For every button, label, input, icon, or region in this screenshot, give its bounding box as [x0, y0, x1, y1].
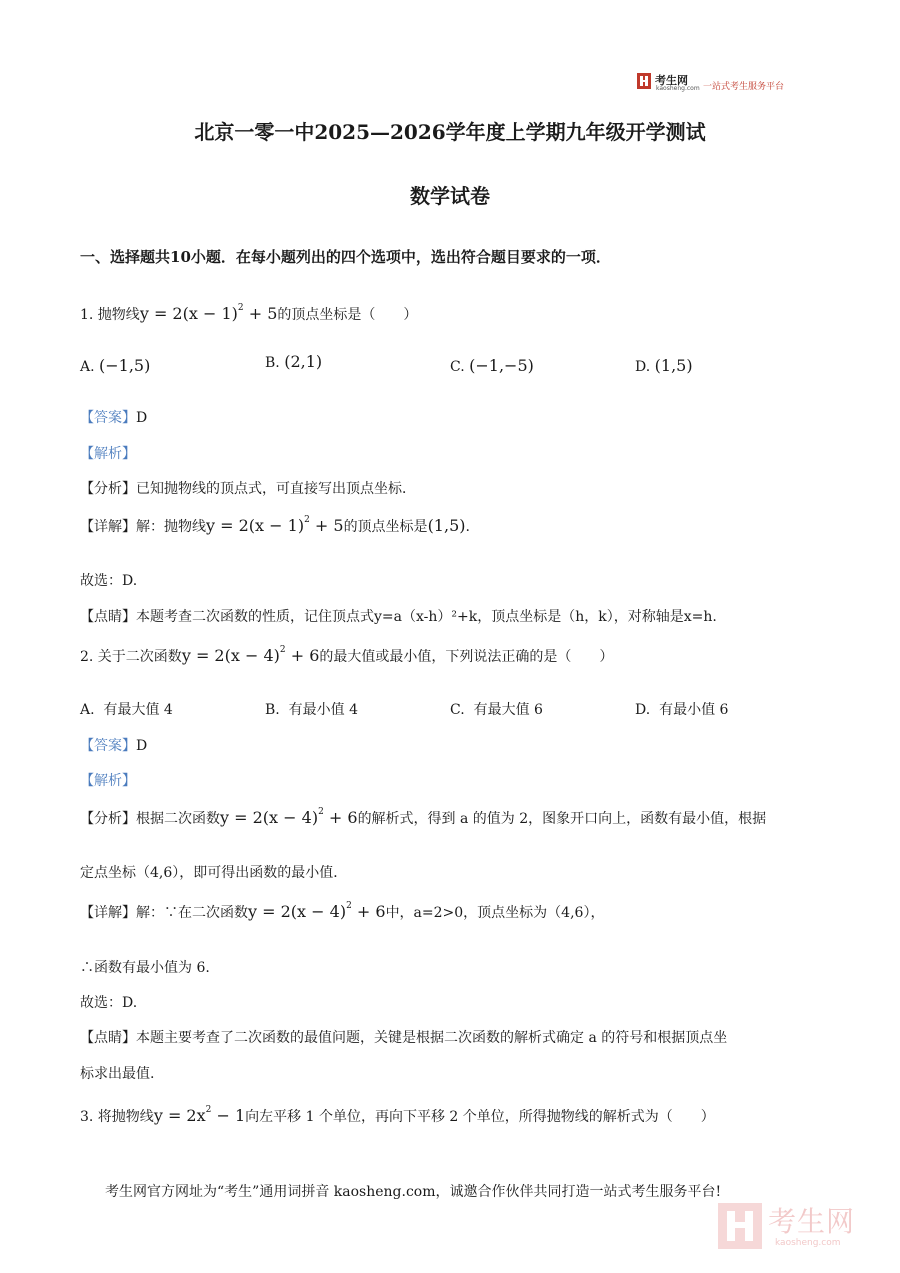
q2-comment-line1: 【点睛】本题主要考查了二次函数的最值问题，关键是根据二次函数的解析式确定 a 的符号和根据顶点坐 [80, 1030, 728, 1046]
q1-comment: 【点睛】本题考查二次函数的性质，记住顶点式y=a（x-h）²+k，顶点坐标是（h，k），对称轴是x=h. [80, 609, 717, 625]
q1-analysis: 【分析】已知抛物线的顶点式，可直接写出顶点坐标． [80, 481, 416, 497]
page-title: 北京一零一中2025—2026学年度上学期九年级开学测试 [194, 120, 706, 144]
q2-option-b: B. 有最小值 4 [265, 702, 359, 718]
q2-analysis: 【分析】根据二次函数$y = 2(x - 4)^2 + 6$的解析式，得到 a 的值为 2，图象开口向上，函数有最小值，根据 [80, 807, 767, 827]
q2-analysis-tag: 【解析】 [80, 773, 136, 789]
watermark-text: 考生网 [768, 1205, 856, 1238]
q1-option-c: C. (−1,−5) [450, 356, 534, 375]
logo-brand: 考生网 [655, 74, 688, 87]
q1-suffix: 的顶点坐标是（ ） [277, 307, 418, 323]
logo-domain: kaosheng.com [656, 85, 700, 92]
q1-formula: $y = 2(x - 1)^2 + 5$ [139, 303, 278, 323]
page-subtitle: 数学试卷 [410, 184, 490, 208]
logo-slogan: 一站式考生服务平台 [703, 82, 785, 92]
kaosheng-logo-icon [637, 73, 651, 89]
question-2: 2. 关于二次函数$y = 2(x - 4)^2 + 6$的最大值或最小值，下列说法正确的是（ ） [80, 645, 614, 665]
q1-answer: 【答案】D [80, 410, 148, 426]
q2-answer: 【答案】D [80, 738, 148, 754]
footer-text: 考生网官方网址为“考生”通用词拼音 kaosheng.com，诚邀合作伙伴共同打造一站式考生服务平台! [105, 1184, 722, 1200]
q1-option-d: D. (1,5) [635, 356, 693, 375]
question-3: 3. 将抛物线$y = 2x^2 - 1$向左平移 1 个单位，再向下平移 2 个单位，所得抛物线的解析式为（ ） [80, 1105, 715, 1125]
q2-detail: 【详解】解：∵在二次函数$y = 2(x - 4)^2 + 6$中，a=2>0，顶点坐标为（4,6）， [80, 901, 605, 921]
q2-option-c: C. 有最大值 6 [450, 702, 543, 718]
watermark-logo-icon [718, 1203, 762, 1249]
q2-choose: 故选：D. [80, 995, 138, 1011]
q2-therefore: ∴函数有最小值为 6. [80, 960, 210, 976]
q1-choose: 故选：D. [80, 573, 138, 589]
q1-option-a: A. (−1,5) [80, 356, 151, 375]
section-heading: 一、选择题共10小题．在每小题列出的四个选项中，选出符合题目要求的一项． [80, 248, 611, 266]
q1-option-b: B. (2,1) [265, 352, 323, 371]
q2-option-a: A. 有最大值 4 [80, 702, 173, 718]
q2-analysis-line2: 定点坐标（4,6），即可得出函数的最小值． [80, 865, 348, 881]
q1-analysis-tag: 【解析】 [80, 446, 136, 462]
watermark-sub: kaosheng.com [775, 1238, 841, 1248]
q2-option-d: D. 有最小值 6 [635, 702, 729, 718]
q1-detail: 【详解】解：抛物线$y = 2(x - 1)^2 + 5$的顶点坐标是(1,5). [80, 515, 470, 535]
q2-comment-line2: 标求出最值. [80, 1066, 155, 1082]
question-1 [80, 304, 417, 324]
q1-prefix: 1. 抛物线 [80, 307, 140, 323]
